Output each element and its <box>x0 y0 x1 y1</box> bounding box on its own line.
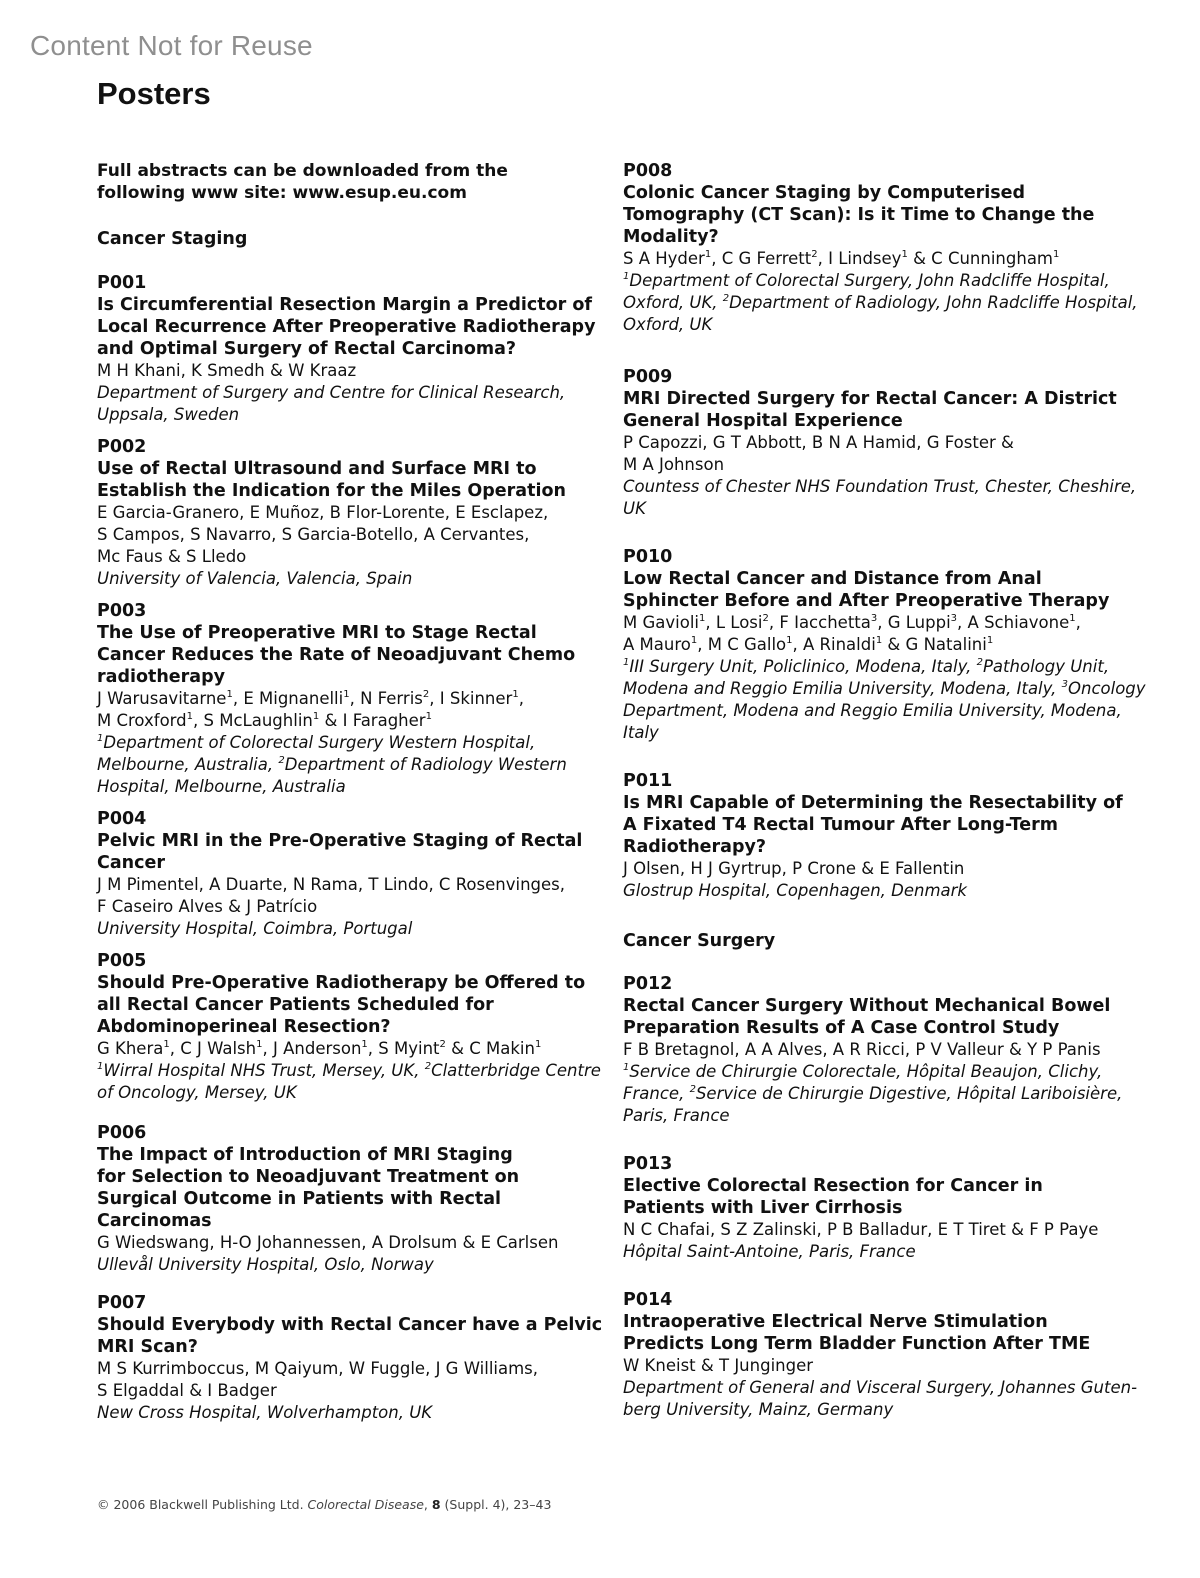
affiliation-marker: 1 <box>425 711 432 722</box>
affiliation-line: berg University, Mainz, Germany <box>623 1400 894 1419</box>
title-line: Should Everybody with Rectal Cancer have a Pelvic <box>97 1315 603 1335</box>
affiliation-line: New Cross Hospital, Wolverhampton, UK <box>97 1403 433 1422</box>
abstract-title <box>623 388 1117 432</box>
abstract-title <box>97 294 596 360</box>
title-line: Use of Rectal Ultrasound and Surface MRI to <box>97 459 537 479</box>
authors-line: P Capozzi, G T Abbott, B N A Hamid, G Foster & <box>623 433 1014 452</box>
affiliation-line: France, $^2$Service de Chirurgie Digestive, Hôpital Lariboisière, <box>623 1084 1123 1103</box>
affiliation-line: University of Valencia, Valencia, Spain <box>97 569 413 588</box>
affiliation-marker: 1 <box>534 1039 542 1050</box>
affiliation-line: Modena and Reggio Emilia University, Modena, Italy, $^3$Oncology <box>623 679 1146 698</box>
affiliation-marker: 1 <box>163 1039 170 1050</box>
abstract-authors <box>97 688 585 732</box>
abstract-id: P006 <box>97 1123 147 1143</box>
abstract-p009 <box>623 366 1137 520</box>
title-line: Low Rectal Cancer and Distance from Anal <box>623 569 1042 589</box>
authors-line: E Garcia-Granero, E Muñoz, B Flor-Lorente, E Esclapez, <box>97 503 549 522</box>
abstract-title <box>97 622 585 688</box>
page-title: Posters <box>97 76 211 111</box>
affiliation-line: Italy <box>623 723 659 742</box>
abstract-p004 <box>97 808 585 940</box>
abstract-authors <box>97 1358 585 1402</box>
abstract-authors <box>623 248 1111 270</box>
abstract-p001 <box>97 272 596 426</box>
abstract-p003 <box>97 600 585 798</box>
authors-line: Mc Faus & S Lledo <box>97 547 247 566</box>
title-line: Cancer <box>97 853 165 873</box>
watermark: Content Not for Reuse <box>30 30 313 61</box>
authors-line: J Warusavitarne$^1$, E Mignanelli$^1$, N Ferris$^2$, I Skinner$^1$, <box>97 689 524 708</box>
title-line: Cancer Reduces the Rate of Neoadjuvant Chemo <box>97 645 576 665</box>
affiliation-marker: 2 <box>811 249 818 260</box>
title-line: Should Pre-Operative Radiotherapy be Offered to <box>97 973 586 993</box>
abstract-affiliation <box>97 1402 585 1424</box>
title-line: Colonic Cancer Staging by Computerised <box>623 183 1026 203</box>
affiliation-line: $^1$Wirral Hospital NHS Trust, Mersey, UK, $^2$Clatterbridge Centre <box>97 1061 601 1080</box>
title-line: Elective Colorectal Resection for Cancer in <box>623 1176 1043 1196</box>
abstract-affiliation <box>623 1061 1123 1127</box>
affiliation-marker: 2 <box>762 613 769 624</box>
abstract-authors <box>623 858 1111 880</box>
affiliation-marker: 1 <box>1053 249 1060 260</box>
abstract-title <box>97 1144 585 1232</box>
abstract-authors <box>623 1355 1111 1377</box>
title-line: for Selection to Neoadjuvant Treatment on <box>97 1167 520 1187</box>
footer-citation: © 2006 Blackwell Publishing Ltd. Colorectal Disease, 8 (Suppl. 4), 23–43 <box>97 1497 552 1512</box>
right-column <box>623 160 1146 1421</box>
affiliation-marker: 2 <box>689 1084 696 1095</box>
abstract-id: P007 <box>97 1293 147 1313</box>
title-line: Carcinomas <box>97 1211 212 1231</box>
abstract-affiliation <box>97 1254 585 1276</box>
abstract-authors <box>97 502 585 568</box>
authors-line: M A Johnson <box>623 455 725 474</box>
affiliation-marker: 2 <box>422 689 430 700</box>
affiliation-marker: 3 <box>870 613 878 624</box>
title-line: A Fixated T4 Rectal Tumour After Long-Term <box>623 815 1058 835</box>
affiliation-marker: 2 <box>278 755 285 766</box>
affiliation-marker: 1 <box>786 635 793 646</box>
affiliation-marker: 1 <box>97 1061 104 1072</box>
affiliation-line: $^1$Service de Chirurgie Colorectale, Hôpital Beaujon, Clichy, <box>623 1062 1103 1081</box>
title-line: Local Recurrence After Preoperative Radiotherapy <box>97 317 596 337</box>
abstract-authors <box>97 874 585 918</box>
affiliation-line: Countess of Chester NHS Foundation Trust, Chester, Cheshire, <box>623 477 1137 496</box>
section-heading-cancer-staging: Cancer Staging <box>97 229 248 249</box>
title-line: Sphincter Before and After Preoperative Therapy <box>623 591 1110 611</box>
authors-line: M Gavioli$^1$, L Losi$^2$, F Iacchetta$^3$, G Luppi$^3$, A Schiavone$^1$, <box>623 613 1081 632</box>
affiliation-line: $^1$Department of Colorectal Surgery Western Hospital, <box>97 733 536 752</box>
affiliation-marker: 1 <box>623 657 630 668</box>
title-line: Pelvic MRI in the Pre-Operative Staging of Rectal <box>97 831 583 851</box>
affiliation-line: Ullevål University Hospital, Oslo, Norway <box>97 1255 434 1274</box>
title-line: Patients with Liver Cirrhosis <box>623 1198 903 1218</box>
intro-line: Full abstracts can be downloaded from the <box>97 161 508 181</box>
authors-line: M Croxford$^1$, S McLaughlin$^1$ & I Faragher$^1$ <box>97 711 432 730</box>
affiliation-marker: 1 <box>512 689 519 700</box>
abstract-affiliation <box>97 382 585 426</box>
abstract-affiliation <box>623 656 1146 744</box>
abstract-p008 <box>623 160 1138 336</box>
abstract-affiliation <box>97 918 585 940</box>
abstract-title <box>623 568 1111 612</box>
affiliation-marker: 3 <box>1061 679 1068 690</box>
affiliation-marker: 1 <box>699 613 706 624</box>
abstract-p007 <box>97 1292 603 1424</box>
title-line: Surgical Outcome in Patients with Rectal <box>97 1189 502 1209</box>
abstract-p010 <box>623 546 1146 744</box>
authors-line: F B Bretagnol, A A Alves, A R Ricci, P V Valleur & Y P Panis <box>623 1040 1101 1059</box>
authors-line: S A Hyder$^1$, C G Ferrett$^2$, I Lindsey$^1$ & C Cunningham$^1$ <box>623 249 1060 268</box>
authors-line: M H Khani, K Smedh & W Kraaz <box>97 361 357 380</box>
title-line: MRI Directed Surgery for Rectal Cancer: A District <box>623 389 1117 409</box>
abstract-title <box>97 830 585 874</box>
affiliation-line: Oxford, UK <box>623 315 713 334</box>
affiliation-line: Hôpital Saint-Antoine, Paris, France <box>623 1242 916 1261</box>
title-line: Preparation Results of A Case Control Study <box>623 1018 1060 1038</box>
authors-line: J Olsen, H J Gyrtrup, P Crone & E Fallentin <box>623 859 965 878</box>
section-heading-cancer-surgery: Cancer Surgery <box>623 931 776 951</box>
affiliation-marker: 3 <box>950 613 958 624</box>
affiliation-marker: 1 <box>1069 613 1076 624</box>
affiliation-line: $^1$III Surgery Unit, Policlinico, Modena, Italy, $^2$Pathology Unit, <box>623 657 1110 676</box>
abstract-title <box>623 1175 1111 1219</box>
title-line: Rectal Cancer Surgery Without Mechanical Bowel <box>623 996 1111 1016</box>
title-line: Is Circumferential Resection Margin a Predictor of <box>97 295 593 315</box>
abstract-p013 <box>623 1153 1111 1263</box>
authors-line: S Elgaddal & I Badger <box>97 1381 277 1400</box>
abstract-p005 <box>97 950 601 1104</box>
title-line: General Hospital Experience <box>623 411 903 431</box>
authors-line: W Kneist & T Junginger <box>623 1356 814 1375</box>
abstract-id: P012 <box>623 974 673 994</box>
affiliation-line: Glostrup Hospital, Copenhagen, Denmark <box>623 881 967 900</box>
authors-line: G Khera$^1$, C J Walsh$^1$, J Anderson$^1$, S Myint$^2$ & C Makin$^1$ <box>97 1039 542 1058</box>
title-line: and Optimal Surgery of Rectal Carcinoma? <box>97 339 517 359</box>
abstract-title <box>623 1311 1111 1355</box>
abstract-p002 <box>97 436 585 590</box>
abstract-p014 <box>623 1289 1138 1421</box>
affiliation-marker: 1 <box>312 711 320 722</box>
abstract-p006 <box>97 1122 585 1276</box>
title-line: The Impact of Introduction of MRI Staging <box>97 1145 513 1165</box>
affiliation-line: Hospital, Melbourne, Australia <box>97 777 346 796</box>
abstract-affiliation <box>623 880 1111 902</box>
title-line: radiotherapy <box>97 667 226 687</box>
abstract-p011 <box>623 770 1123 902</box>
authors-line: A Mauro$^1$, M C Gallo$^1$, A Rinaldi$^1$ & G Natalini$^1$ <box>623 635 994 654</box>
authors-line: F Caseiro Alves & J Patrício <box>97 897 318 916</box>
affiliation-marker: 2 <box>722 293 730 304</box>
affiliation-marker: 1 <box>690 635 698 646</box>
abstract-title <box>97 1314 603 1358</box>
abstract-authors <box>97 1038 585 1060</box>
abstract-affiliation <box>623 476 1137 520</box>
footer-issue-pages: (Suppl. 4), 23–43 <box>444 1497 552 1512</box>
abstract-id: P013 <box>623 1154 673 1174</box>
title-line: Intraoperative Electrical Nerve Stimulation <box>623 1312 1048 1332</box>
abstract-id: P014 <box>623 1290 673 1310</box>
abstract-affiliation <box>97 1060 601 1104</box>
affiliation-line: University Hospital, Coimbra, Portugal <box>97 919 413 938</box>
abstract-affiliation <box>623 270 1138 336</box>
footer-journal: Colorectal Disease <box>307 1497 424 1512</box>
affiliation-marker: 2 <box>424 1061 432 1072</box>
footer-copyright: © 2006 Blackwell Publishing Ltd. <box>97 1497 304 1512</box>
affiliation-marker: 1 <box>256 1039 263 1050</box>
title-line: Tomography (CT Scan): Is it Time to Change the <box>623 205 1095 225</box>
abstract-id: P008 <box>623 161 673 181</box>
title-line: Establish the Indication for the Miles Operation <box>97 481 566 501</box>
affiliation-line: UK <box>623 499 646 518</box>
authors-line: M S Kurrimboccus, M Qaiyum, W Fuggle, J G Williams, <box>97 1359 539 1378</box>
abstract-id: P001 <box>97 273 147 293</box>
abstract-id: P011 <box>623 771 673 791</box>
affiliation-marker: 1 <box>226 689 233 700</box>
intro-note <box>97 160 585 204</box>
abstract-title <box>97 458 585 502</box>
footer-volume: 8 <box>431 1497 441 1512</box>
affiliation-marker: 1 <box>875 635 883 646</box>
title-line: all Rectal Cancer Patients Scheduled for <box>97 995 494 1015</box>
affiliation-marker: 1 <box>986 635 994 646</box>
affiliation-marker: 1 <box>186 711 194 722</box>
affiliation-marker: 1 <box>623 1062 630 1073</box>
affiliation-line: Paris, France <box>623 1106 730 1125</box>
affiliation-marker: 1 <box>361 1039 368 1050</box>
abstract-p012 <box>623 973 1123 1127</box>
authors-line: G Wiedswang, H-O Johannessen, A Drolsum & E Carlsen <box>97 1233 559 1252</box>
title-line: Abdominoperineal Resection? <box>97 1017 391 1037</box>
title-line: MRI Scan? <box>97 1337 198 1357</box>
affiliation-marker: 1 <box>343 689 350 700</box>
abstract-affiliation <box>97 568 585 590</box>
title-line: Predicts Long Term Bladder Function After TME <box>623 1334 1091 1354</box>
title-line: Modality? <box>623 227 719 247</box>
affiliation-marker: 2 <box>439 1039 446 1050</box>
abstract-affiliation <box>97 732 585 798</box>
abstract-affiliation <box>623 1377 1138 1421</box>
abstract-id: P009 <box>623 367 673 387</box>
intro-line: following www site: www.esup.eu.com <box>97 183 467 203</box>
abstract-title <box>623 182 1111 248</box>
affiliation-marker: 1 <box>901 249 908 260</box>
abstract-authors <box>97 360 585 382</box>
affiliation-marker: 1 <box>623 271 630 282</box>
abstract-id: P005 <box>97 951 147 971</box>
affiliation-line: Oxford, UK, $^2$Department of Radiology, John Radcliffe Hospital, <box>623 293 1138 312</box>
title-line: The Use of Preoperative MRI to Stage Rectal <box>97 623 537 643</box>
affiliation-line: Department, Modena and Reggio Emilia University, Modena, <box>623 701 1122 720</box>
title-line: Radiotherapy? <box>623 837 767 857</box>
abstract-title <box>97 972 585 1038</box>
authors-line: J M Pimentel, A Duarte, N Rama, T Lindo, C Rosenvinges, <box>97 875 565 894</box>
affiliation-line: Department of Surgery and Centre for Clinical Research, <box>97 383 566 402</box>
title-line: Is MRI Capable of Determining the Resectability of <box>623 793 1123 813</box>
affiliation-line: Uppsala, Sweden <box>97 405 240 424</box>
abstract-title <box>623 995 1111 1039</box>
abstract-authors <box>97 1232 585 1254</box>
abstract-id: P002 <box>97 437 147 457</box>
abstract-authors <box>623 612 1111 656</box>
authors-line: N C Chafai, S Z Zalinski, P B Balladur, E T Tiret & F P Paye <box>623 1220 1099 1239</box>
abstract-id: P003 <box>97 601 147 621</box>
abstract-id: P010 <box>623 547 673 567</box>
affiliation-marker: 2 <box>976 657 983 668</box>
affiliation-line: of Oncology, Mersey, UK <box>97 1083 297 1102</box>
abstract-authors <box>623 1219 1111 1241</box>
abstract-affiliation <box>623 1241 1111 1263</box>
affiliation-marker: 1 <box>704 249 712 260</box>
authors-line: S Campos, S Navarro, S Garcia-Botello, A Cervantes, <box>97 525 530 544</box>
abstract-id: P004 <box>97 809 147 829</box>
affiliation-line: $^1$Department of Colorectal Surgery, John Radcliffe Hospital, <box>623 271 1110 290</box>
affiliation-line: Department of General and Visceral Surgery, Johannes Guten- <box>623 1378 1138 1397</box>
affiliation-marker: 1 <box>97 733 104 744</box>
left-column <box>97 160 603 1424</box>
abstract-title <box>623 792 1123 858</box>
affiliation-line: Melbourne, Australia, $^2$Department of Radiology Western <box>97 755 567 774</box>
abstract-authors <box>623 1039 1111 1061</box>
abstract-authors <box>623 432 1111 476</box>
